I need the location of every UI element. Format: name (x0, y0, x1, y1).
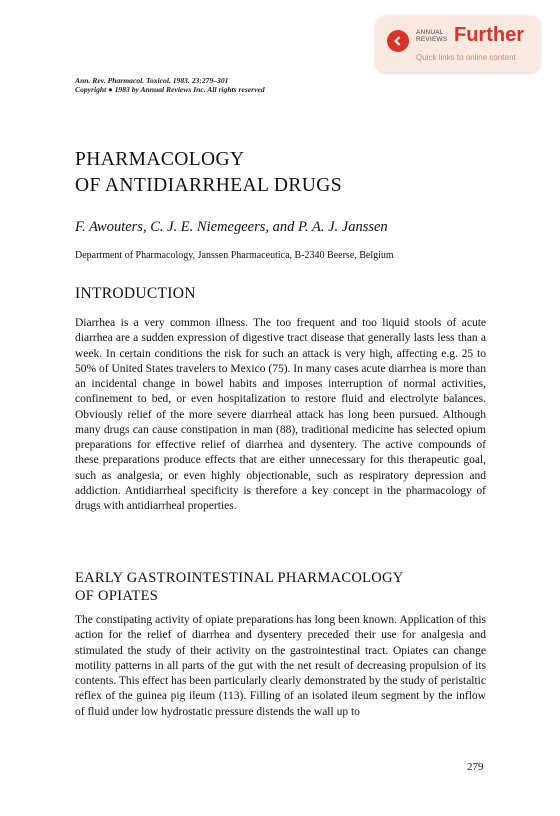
annual-reviews-further-badge[interactable] (376, 16, 540, 72)
paragraph-opiates: The constipating activity of opiate preparations has long been known. Application of this action for the relief of diarrhea and dysentery preceded their use for analgesia and stimulated the study of their activity on the gastrointestinal tract. Opiates can change motility patterns in all parts of the gut with the net result of decreasing propulsion of its contents. This effect has been particularly clearly demonstrated by the study of peristaltic reflex of the guinea pig ileum (113). Filling of an isolated ileum segment by the inflow of fluid under low hydrostatic pressure distends the wall up to (75, 614, 486, 718)
journal-citation (75, 76, 265, 94)
section-heading-opiates: EARLY GASTROINTESTINAL PHARMACOLOGY OF OPIATES (75, 570, 404, 604)
affiliation: Department of Pharmacology, Janssen Pharmaceutica, B-2340 Beerse, Belgium (75, 250, 394, 261)
article-title: PHARMACOLOGY OF ANTIDIARRHEAL DRUGS (75, 149, 343, 196)
annual-reviews-logo-text: ANNUAL REVIEWS (416, 29, 448, 43)
quick-links-text[interactable]: Quick links to online content (416, 53, 516, 62)
page-number: 279 (467, 761, 484, 773)
further-label: Further (454, 24, 524, 46)
play-arrow-icon[interactable] (387, 30, 409, 52)
author-list: F. Awouters, C. J. E. Niemegeers, and P. A. J. Janssen (75, 219, 388, 235)
paragraph-introduction: Diarrhea is a very common illness. The too frequent and too liquid stools of acute diarrhea are a sudden expression of digestive tract disease that generally lasts less than a week. In certain conditions the risk for such an attack is very high, affecting e.g. 25 to 50% of United States travelers to Mexico (75). In many cases acute diarrhea is more than an incidental change in bowel habits and imposes interruption of normal activities, confinement to bed, or even hospitalization to restore fluid and electrolyte balances. Obviously relief of the more severe diarrheal attack has long been pursued. Although many drugs can cause constipation in man (88), traditional medicine has selected opium preparations for effective relief of diarrhea and dysentery. The active compounds of these preparations produce effects that are either unnecessary for this therapeutic goal, such as analgesia, or even highly objectionable, such as respiratory depression and addiction. Antidiarrheal specificity is therefore a key concept in the pharmacology of drugs with antidiarrheal properties. (75, 317, 486, 512)
copyright-line: Copyright ● 1983 by Annual Reviews Inc. All rights reserved (75, 85, 265, 94)
section-heading-introduction: INTRODUCTION (75, 285, 196, 302)
citation-line: Ann. Rev. Pharmacol. Toxicol. 1983. 23:279–301 (75, 76, 229, 85)
